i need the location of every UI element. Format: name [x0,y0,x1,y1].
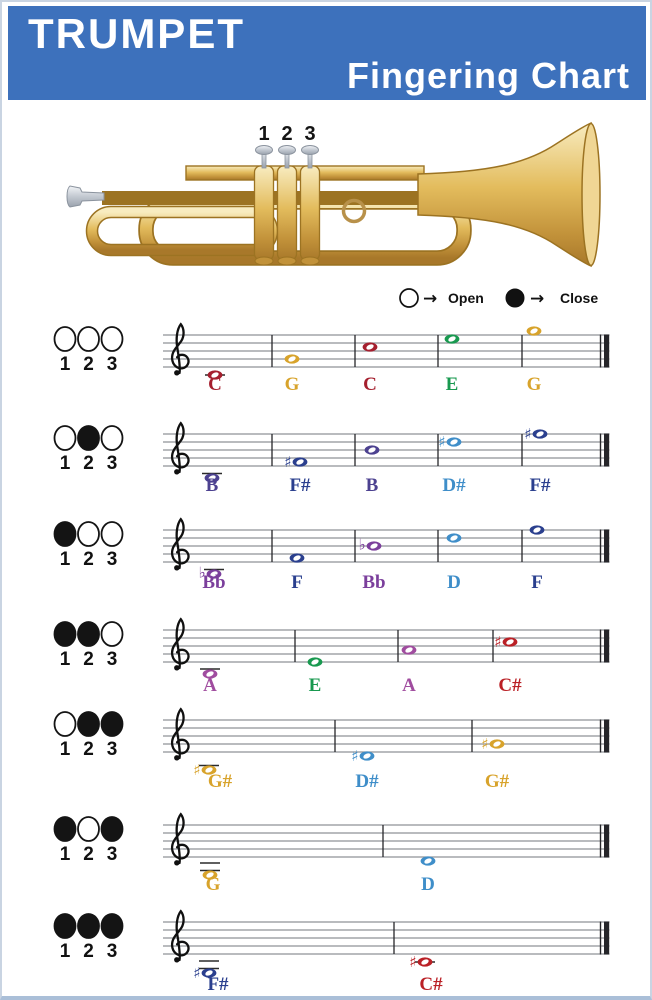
fingering-row-2 [2,419,652,515]
page-subtitle: Fingering Chart [347,55,630,96]
sharp-icon: ♯ [524,425,532,443]
fingering-row-5 [2,705,652,801]
sharp-icon: ♯ [351,747,359,765]
final-barline [604,720,609,753]
note-name-label: D# [355,771,379,792]
note-name-label: F [291,572,303,593]
treble-clef-icon [174,755,179,760]
closed-circle-icon [506,289,524,307]
valve-closed [102,817,123,841]
page-title: TRUMPET [28,10,245,57]
note-name-label: C [363,374,377,395]
valve-combination [48,423,143,479]
valve-number: 2 [83,453,94,474]
note-name-label: E [308,675,322,696]
valve-number: 1 [59,941,71,962]
staff [160,907,622,1000]
whole-note [445,334,460,343]
treble-clef-icon [172,423,188,472]
treble-clef-icon [174,565,179,570]
mouthpiece [67,186,104,207]
legend [394,286,644,314]
staff [160,810,622,906]
valve-number: 3 [106,453,118,474]
staff [160,705,622,801]
valve-number: 3 [106,739,118,760]
fingering-row-6 [2,810,652,906]
valve-open [55,712,76,736]
valve-open [55,327,76,351]
valve-number: 2 [83,844,94,865]
whole-note [530,525,545,534]
valve-combination [48,519,143,575]
whole-note [285,354,300,363]
open-circle-icon [400,289,418,307]
valve-open [78,817,99,841]
whole-note [293,457,308,466]
treble-clef-icon [172,709,188,758]
whole-note [308,657,323,666]
treble-clef-icon [174,665,179,670]
note-name-label: D# [442,475,466,496]
treble-clef-icon [174,957,179,962]
treble-clef-icon [172,324,188,373]
valve-number: 3 [106,844,118,865]
note-name-label: G [284,374,300,395]
treble-clef-icon [172,814,188,863]
final-barline [604,825,609,858]
valve-open [102,522,123,546]
valve-closed [55,522,76,546]
legend-open-label: Open [448,290,484,306]
note-name-label: C# [498,675,522,696]
valve-number: 1 [59,649,71,670]
note-name-label: A [203,675,217,696]
valve-closed [55,622,76,646]
valve-closed [78,914,99,938]
valve-number: 1 [59,354,71,375]
treble-clef-icon [172,619,188,668]
treble-clef-icon [172,519,188,568]
sharp-icon: ♯ [284,453,292,471]
whole-note [367,541,382,550]
valve-number: 2 [83,739,94,760]
valve-open [78,522,99,546]
whole-note [418,957,433,966]
staff [160,320,622,416]
staff [160,615,622,711]
note-name-label: F# [289,475,311,496]
valve-number: 3 [106,354,118,375]
header-banner [8,6,646,100]
legend-close-label: Close [560,290,599,306]
valve-closed [78,426,99,450]
note-name-label: G# [207,771,233,792]
valve-open [78,327,99,351]
whole-note [490,739,505,748]
valve-combination [48,911,143,967]
valve-number: 2 [83,941,94,962]
final-barline [604,530,609,563]
final-barline [604,922,609,955]
arrow-icon: → [530,289,545,309]
staff [160,419,622,515]
valve-closed [102,712,123,736]
flat-icon: ♭ [358,535,366,554]
sharp-icon: ♯ [193,964,201,982]
note-name-label: F# [207,974,229,995]
fingering-row-4 [2,615,652,711]
fingering-row-3 [2,515,652,611]
treble-clef-icon [174,469,179,474]
note-name-label: G [526,374,542,395]
note-name-label: F# [529,475,551,496]
note-name-label: A [402,675,416,696]
fingering-row-1 [2,320,652,416]
trumpet-valves [255,146,320,266]
note-name-label: G [205,874,221,895]
valve-number: 1 [59,844,71,865]
sharp-icon: ♯ [481,735,489,753]
note-name-label: D [447,572,461,593]
whole-note [360,751,375,760]
note-name-label: F [531,572,543,593]
fingering-row-7 [2,907,652,1000]
valve-closed [78,622,99,646]
valve-closed [78,712,99,736]
valve-combination [48,709,143,765]
note-name-label: C# [419,974,443,995]
whole-note [421,856,436,865]
valve-number: 1 [59,453,71,474]
valve-number: 2 [83,354,94,375]
valve-combination [48,324,143,380]
note-name-label: Bb [362,572,386,593]
treble-clef-icon [174,860,179,865]
valve-number: 3 [106,649,118,670]
whole-note [402,645,417,654]
note-name-label: E [445,374,459,395]
valve-open [102,426,123,450]
valve-open [102,327,123,351]
staff [160,515,622,611]
whole-note [290,553,305,562]
final-barline [604,335,609,368]
sharp-icon: ♯ [409,953,417,971]
valve-number: 1 [59,549,71,570]
valve-closed [102,914,123,938]
treble-clef-icon [172,911,188,960]
valve-number: 2 [83,649,94,670]
valve-combination [48,619,143,675]
valve-label-2: 2 [281,123,293,145]
valve-number: 2 [83,549,94,570]
sharp-icon: ♯ [438,433,446,451]
valve-number: 3 [106,941,118,962]
valve-open [102,622,123,646]
whole-note [503,637,518,646]
note-name-label: B [365,475,379,496]
flat-icon: ♭ [198,563,206,582]
whole-note [365,445,380,454]
whole-note [447,533,462,542]
valve-closed [55,914,76,938]
treble-clef-icon [174,370,179,375]
valve-closed [55,817,76,841]
valve-number: 3 [106,549,118,570]
valve-combination [48,814,143,870]
arrow-icon: → [423,289,438,309]
note-name-label: Bb [202,572,226,593]
sharp-icon: ♯ [193,761,201,779]
sharp-icon: ♯ [494,633,502,651]
whole-note [533,429,548,438]
valve-label-3: 3 [304,123,316,145]
whole-note [447,437,462,446]
note-name-label: B [205,475,219,496]
final-barline [604,434,609,467]
whole-note [527,326,542,335]
note-name-label: G# [484,771,510,792]
note-name-label: C [208,374,222,395]
valve-open [55,426,76,450]
whole-note [363,342,378,351]
final-barline [604,630,609,663]
valve-number: 1 [59,739,71,760]
note-name-label: D [421,874,435,895]
trumpet-image [58,110,602,288]
valve-label-1: 1 [258,123,270,145]
